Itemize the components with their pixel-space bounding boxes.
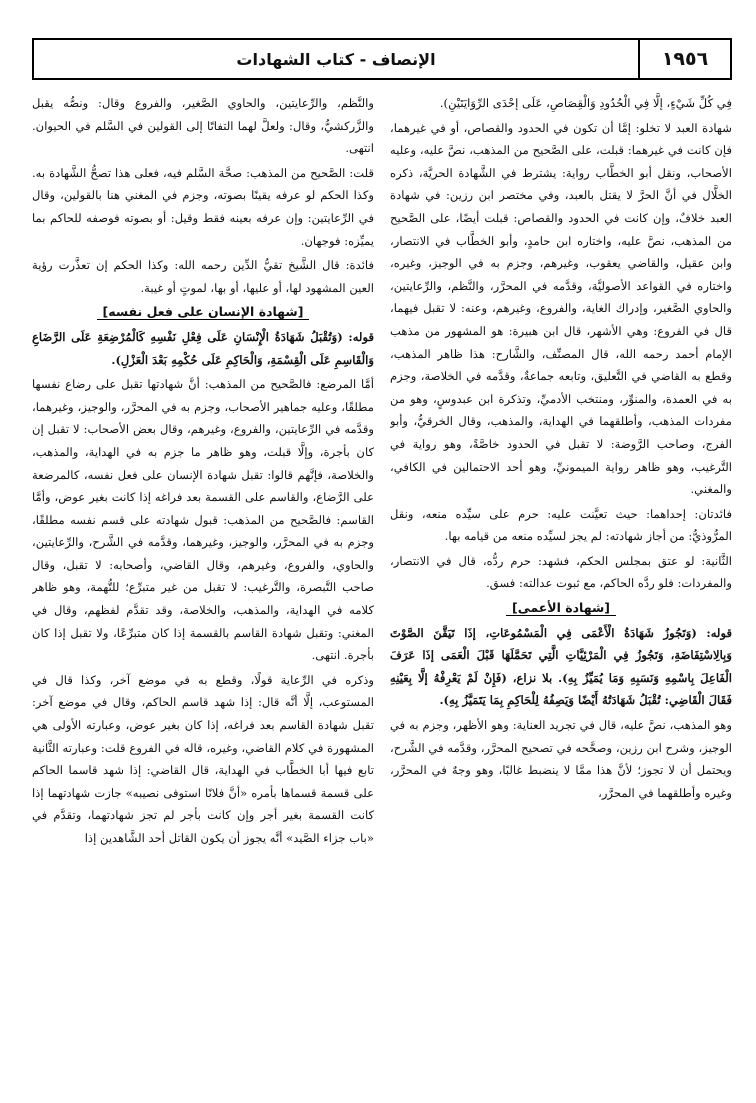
body-paragraph: وهو المذهب، نصَّ عليه، قال في تجريد العناية: وهو الأظهر، وجزم به في الوجيز، وشرح ابن رزين، وصحَّحه في تصحيح المحرَّر، وقدَّمه في الشَّرح، ويحتمل أن لا تجوز؛ لأنَّ هذا ممَّا لا ينضبط غالبًا، وهو وجهٌ في المحرَّر، وغيره وأطلقهما في المحرَّر، xyxy=(390,718,732,800)
section-heading-text: [شهادة الأعمى] xyxy=(506,600,616,616)
right-column xyxy=(390,92,732,1092)
page-header xyxy=(32,38,732,80)
matn-quote-paragraph: قوله: (وَتُقْبَلُ شَهَادَةُ الْإِنْسَانِ عَلَى فِعْلِ نَفْسِهِ كَالْمُرْضِعَةِ عَلَى الرَّضَاعِ وَالْقَاسِمِ عَلَى الْقِسْمَةِ، وَالْحَاكِمِ عَلَى حُكْمِهِ بَعْدَ الْعَزْلِ). xyxy=(32,329,374,367)
left-column xyxy=(32,92,374,1092)
text-columns xyxy=(32,92,732,1092)
body-paragraph: الثَّانية: لو عتق بمجلس الحكم، فشهد: حرم ردُّه، قال في الانتصار، والمفردات: فلو ردَّه الحاكم، مع ثبوت عدالته: فسق. xyxy=(390,553,732,591)
section-heading xyxy=(32,301,374,324)
page-number: ١٩٥٦ xyxy=(638,40,730,78)
section-heading xyxy=(390,597,732,620)
body-paragraph: فائدة: قال الشَّيخ تقيُّ الدِّين رحمه الله: وكذا الحكم إن تعذَّرت رؤية العين المشهود لها، أو عليها، أو بها، لموتٍ أو غيبة. xyxy=(32,258,374,295)
body-paragraph: فائدتان: إحداهما: حيث تعيَّنت عليه: حرم على سيِّده منعه، ونقل المرُّوذيُّ: من أجاز شهادته: لم يجز لسيِّده منعه من قيامه بها. xyxy=(390,506,732,544)
body-paragraph: شهادة العبد لا تخلو: إمَّا أن تكون في الحدود والقصاص، أو في غيرهما، فإن كانت في غيرهما: قبلت، على الصَّحيح من المذهب، نصَّ عليه، وعليه الأصحاب، ونقل أبو الخطَّاب رواية: يشترط في الشَّهادة الحريَّة، ذكره الخلَّال في أنَّ الحرَّ لا يقتل بالعبد، وفي مختصر ابن رزين: في شهادة العبد خلافٌ، وإن كانت في الحدود والقصاص: قبلت أيضًا، على الصَّحيح من المذهب، نصَّ عليه، واختاره ابن حامدٍ، وأبو الخطَّاب في الانتصار، وابن عقيل، والقاضي يعقوب، وغيرهم، وجزم به في الوجيز، وغيره، واختاره في القواعد الأصوليَّة، وقدَّمه في المحرَّر، والنَّظم، والرِّعايتين، والحاوي الصَّغير، وإدراك الغاية، والفروع، وغيرهم، وعنه: لا تقبل فيهما، قال في الفروع: وهي الأشهر، قال ابن هبيرة: هو المشهور من مذهب الإمام أحمد رحمه الله، قال المصنِّف، والشَّارح: هذا ظاهر المذهب، وقطع به القاضي في التَّعليق، وتابعه جماعةٌ، وقدَّمه في الخلاصة، وجزم به في العمدة، والمنوِّر، ومنتخب الأدميِّ، وتذكرة ابن عبدوسٍ، وهو من مفردات المذهب، وأطلقهما في الهداية، والمذهب، وقال الخرقيُّ، وأبو الفرج، وصاحب الرَّوضة: لا تقبل في الحدود خاصَّةً، وهو رواية في التَّرغيب، وهو ظاهر رواية الميمونيِّ، وهو أحد الاحتمالين في الكافي، والمغني. xyxy=(390,120,732,497)
body-paragraph: والنَّظم، والرِّعايتين، والحاوي الصَّغير، والفروع وقال: ونصُّه يقبل والزَّركشيُّ، وقال: ولعلَّ لهما التفاتًا إلى القولين في السَّلم في الحيوان. انتهى. xyxy=(32,96,374,156)
matn-quote-paragraph: قوله: (وَتَجُوزُ شَهَادَةُ الْأَعْمَى فِي الْمَسْمُوعَاتِ، إذَا تَيَقَّنَ الصَّوْتَ وَبِالِاسْتِفَاضَةِ، وَتَجُوزُ فِي الْمَرْئِيَّاتِ الَّتِي تَحَمَّلَهَا قَبْلَ الْعَمَى إذَا عَرَفَ الْفَاعِلَ بِاسْمِهِ وَنَسَبِهِ وَمَا يُمَيِّزُ بِهِ). بلا نزاع، (فَإِنْ لَمْ يَعْرِفْهُ إلَّا بِعَيْنِهِ فَقَالَ الْقَاضِي: تُقْبَلُ شَهَادَتُهُ أَيْضًا وَيَصِفُهُ لِلْحَاكِمِ بِمَا يَتَمَيَّزُ بِهِ). xyxy=(390,625,732,708)
body-paragraph: أمَّا المرضع: فالصَّحيح من المذهب: أنَّ شهادتها تقبل على رضاع نفسها مطلقًا، وعليه جماهير الأصحاب، وجزم به في المحرَّر، والوجيز، وغيرهما، وقدَّمه في الرِّعايتين، والفروع، وغيرهم، وقال بعض الأصحاب: لا تقبل إن كان بأجرة، وإلَّا قبلت، وهو ظاهر ما جزم به في الهداية، والمذهب، والخلاصة، فإنَّهم قالوا: تقبل شهادة الإنسان على فعل نفسه، كالمرضعة على الرَّضاع، والقاسم على القسمة بعد فراغه إذا كانت بغير عوض، وأمَّا القاسم: فالصَّحيح من المذهب: قبول شهادته على قسم نفسه مطلقًا، وجزم به في المحرَّر، والوجيز، وغيرهما، وقدَّمه في الشَّرح، والرِّعايتين، والحاوي، والفروع، وغيرهم، وقال القاضي، وأصحابه: لا تقبل، وقال صاحب التَّبصرة، والتَّرغيب: لا تقبل من غير متبرِّع؛ للتُّهمة، وهو ظاهر كلامه في الهداية، والمذهب، والخلاصة، وقد تقدَّم لفظهم، وقال في المغني: وتقبل شهادة القاسم بالقسمة إذا كان متبرِّعًا، ولا تقبل إذا كان بأجرة. انتهى. xyxy=(32,377,374,663)
body-paragraph: وذكره في الرِّعاية قولًا، وقطع به في موضع آخر، وكذا قال في المستوعب، إلَّا أنَّه قال: إذا شهد قاسم الحاكم، وقال في موضع آخر: تقبل شهادة القاسم بعد فراغه، إذا كان بغير عوض، وعبارته الأولى هي المشهورة في كلام القاضي، وغيره، قاله في الفروع قلت: وعبارته الثَّانية تابع فيها أبا الخطَّاب في الهداية، قال القاضي: إذا شهد قاسما الحاكم على قسمة قسماها بأمره «أنَّ فلانًا استوفى نصيبه» جازت شهادتهما إذا كانت القسمة بغير أجر وإن كانت بأجر لم تجز شهادتهما، وتقدَّم في «باب جزاء الصَّيد» أنَّه يجوز أن يكون القاتل أحد الشَّاهدين إذا xyxy=(32,672,374,845)
body-paragraph: فِي كُلِّ شَيْءٍ، إلَّا فِي الْحُدُودِ وَالْقِصَاصِ، عَلَى إحْدَى الرِّوَايَتَيْنِ). xyxy=(439,96,732,110)
section-heading-text: [شهادة الإنسان على فعل نفسه] xyxy=(97,304,310,320)
running-title: الإنصاف - كتاب الشهادات xyxy=(236,49,436,69)
body-paragraph: قلت: الصَّحيح من المذهب: صحَّة السَّلم فيه، فعلى هذا تصحُّ الشَّهادة به. وكذا الحكم لو عرفه يقينًا بصوته، وجزم في المغني هنا بالقولين، وقال في الرِّعايتين: وإن عرفه بعينه فقط وقيل: أو بصوته فوصفه للحاكم بما يميِّزه: فوجهان. xyxy=(32,165,374,248)
